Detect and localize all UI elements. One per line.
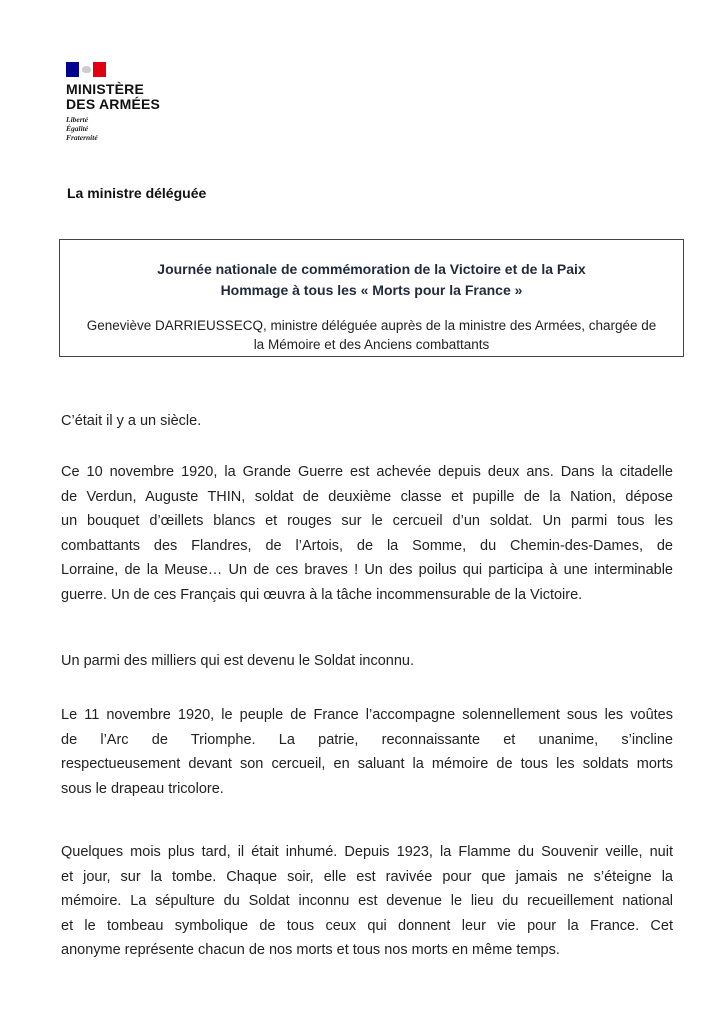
paragraph-line: et le tombeau symbolique de tous ceux qui donnent leur vie pour la France. Cet xyxy=(61,917,673,934)
paragraph-line: un bouquet d’œillets blancs et rouges sur le cercueil d’un soldat. Un parmi tous les xyxy=(61,513,673,529)
paragraph-3 xyxy=(61,649,673,674)
paragraph-4 xyxy=(61,703,673,801)
paragraph-line: anonyme représente chacun de nos morts et tous nos morts en même temps. xyxy=(61,942,560,958)
ministry-name-line1: MINISTÈRE xyxy=(66,81,145,97)
paragraph-line: Ce 10 novembre 1920, la Grande Guerre est achevée depuis deux ans. Dans la citadelle xyxy=(61,464,673,480)
paragraph-line: de Verdun, Auguste THIN, soldat de deuxième classe et pupille de la Nation, dépose xyxy=(61,488,673,505)
document-title-line1: Journée nationale de commémoration de la Victoire et de la Paix xyxy=(157,261,586,277)
paragraph-line: combattants des Flandres, de l’Artois, de la Somme, du Chemin-des-Dames, de xyxy=(61,537,673,554)
paragraph-1 xyxy=(61,409,673,434)
paragraph-line: de l’Arc de Triomphe. La patrie, reconnaissante et unanime, s’incline xyxy=(61,731,673,748)
paragraph-5 xyxy=(61,840,673,963)
republic-motto xyxy=(66,115,160,142)
ministry-logo xyxy=(66,62,160,142)
paragraph-line: C’était il y a un siècle. xyxy=(61,413,202,429)
motto-fraternite: Fraternité xyxy=(66,133,98,142)
paragraph-line: mémoire. La sépulture du Soldat inconnu est devenue le lieu du recueillement national xyxy=(61,893,673,909)
paragraph-line: Le 11 novembre 1920, le peuple de France l’accompagne solennellement sous les voûtes xyxy=(61,707,673,723)
paragraph-line: Un parmi des milliers qui est devenu le Soldat inconnu. xyxy=(61,653,415,669)
marianne-flag-icon xyxy=(66,62,106,77)
minister-label: La ministre déléguée xyxy=(67,185,207,201)
paragraph-line: sous le drapeau tricolore. xyxy=(61,780,224,797)
ministry-name xyxy=(66,82,160,112)
document-title-line2: Hommage à tous les « Morts pour la France » xyxy=(220,282,523,298)
author-line1: Geneviève DARRIEUSSECQ, ministre déléguée auprès de la ministre des Armées, chargée de xyxy=(86,318,657,333)
motto-liberte: Liberté xyxy=(66,115,89,124)
paragraph-line: respectueusement devant son cercueil, en saluant la mémoire de tous les soldats morts xyxy=(61,756,673,772)
paragraph-line: et jour, sur la tombe. Chaque soir, elle est ravivée pour que jamais ne s’éteigne la xyxy=(61,868,673,885)
author-line2: la Mémoire et des Anciens combattants xyxy=(253,337,490,352)
motto-egalite: Égalité xyxy=(66,124,89,133)
title-box xyxy=(59,239,684,357)
paragraph-line: Lorraine, de la Meuse… Un de ces braves ! Un des poilus qui participa à une interminable xyxy=(61,562,673,578)
paragraph-line: Quelques mois plus tard, il était inhumé. Depuis 1923, la Flamme du Souvenir veille, nuit xyxy=(61,844,673,860)
paragraph-line: guerre. Un de ces Français qui œuvra à la tâche incommensurable de la Victoire. xyxy=(61,586,583,603)
ministry-name-line2: DES ARMÉES xyxy=(66,96,161,112)
paragraph-2 xyxy=(61,460,673,607)
